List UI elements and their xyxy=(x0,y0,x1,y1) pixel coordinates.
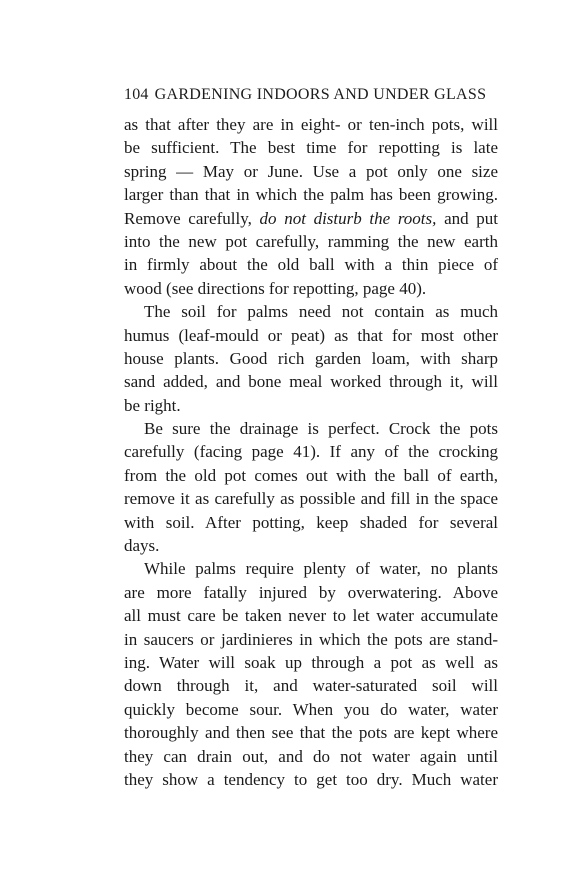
text-line: all must care be taken never to let water accumulate xyxy=(124,606,498,626)
text-line: While palms require plenty of water, no plants xyxy=(144,559,498,579)
page-number: 104 xyxy=(124,86,149,103)
text-segment: and put xyxy=(436,208,498,228)
text-line: ing. Water will soak up through a pot as well as xyxy=(124,652,498,672)
text-line: The soil for palms need not contain as much xyxy=(144,302,498,322)
running-title: GARDENING INDOORS AND UNDER GLASS xyxy=(154,86,487,103)
text-line: wood (see directions for repotting, page 40). xyxy=(124,278,427,298)
italic-phrase: do not disturb the roots, xyxy=(259,208,437,228)
text-line: remove it as carefully as possible and fill in the space xyxy=(124,489,498,509)
text-line: with soil. After potting, keep shaded for several xyxy=(124,512,498,532)
text-line: sand added, and bone meal worked through it, will xyxy=(124,372,498,392)
text-segment: Remove carefully, xyxy=(124,208,260,228)
text-line: in firmly about the old ball with a thin piece of xyxy=(124,255,498,275)
text-line: in saucers or jardinieres in which the pots are stand- xyxy=(124,629,498,649)
body-text xyxy=(124,113,498,791)
text-line: house plants. Good rich garden loam, with sharp xyxy=(124,348,498,368)
text-line: humus (leaf-mould or peat) as that for most other xyxy=(124,325,498,345)
text-line: they show a tendency to get too dry. Much water xyxy=(124,769,498,789)
text-line: spring — May or June. Use a pot only one size xyxy=(124,161,498,181)
text-line: quickly become sour. When you do water, water xyxy=(124,699,498,719)
text-line: are more fatally injured by overwatering. Above xyxy=(124,582,498,602)
text-line: into the new pot carefully, ramming the new earth xyxy=(124,231,498,251)
text-line: as that after they are in eight- or ten-inch pots, will xyxy=(124,115,498,134)
text-line: they can drain out, and do not water again until xyxy=(124,746,498,766)
running-head xyxy=(124,84,504,106)
text-line: be right. xyxy=(124,395,181,415)
text-line: Be sure the drainage is perfect. Crock the pots xyxy=(144,419,498,439)
text-line: from the old pot comes out with the ball of earth, xyxy=(124,465,498,485)
text-line: down through it, and water-saturated soil will xyxy=(124,676,498,696)
text-line: carefully (facing page 41). If any of the crocking xyxy=(124,442,498,462)
text-line: thoroughly and then see that the pots are kept where xyxy=(124,723,498,743)
text-line: be sufficient. The best time for repotting is late xyxy=(124,138,498,158)
text-line: days. xyxy=(124,536,160,556)
text-line: larger than that in which the palm has been growing. xyxy=(124,185,498,205)
text-line xyxy=(124,207,498,230)
